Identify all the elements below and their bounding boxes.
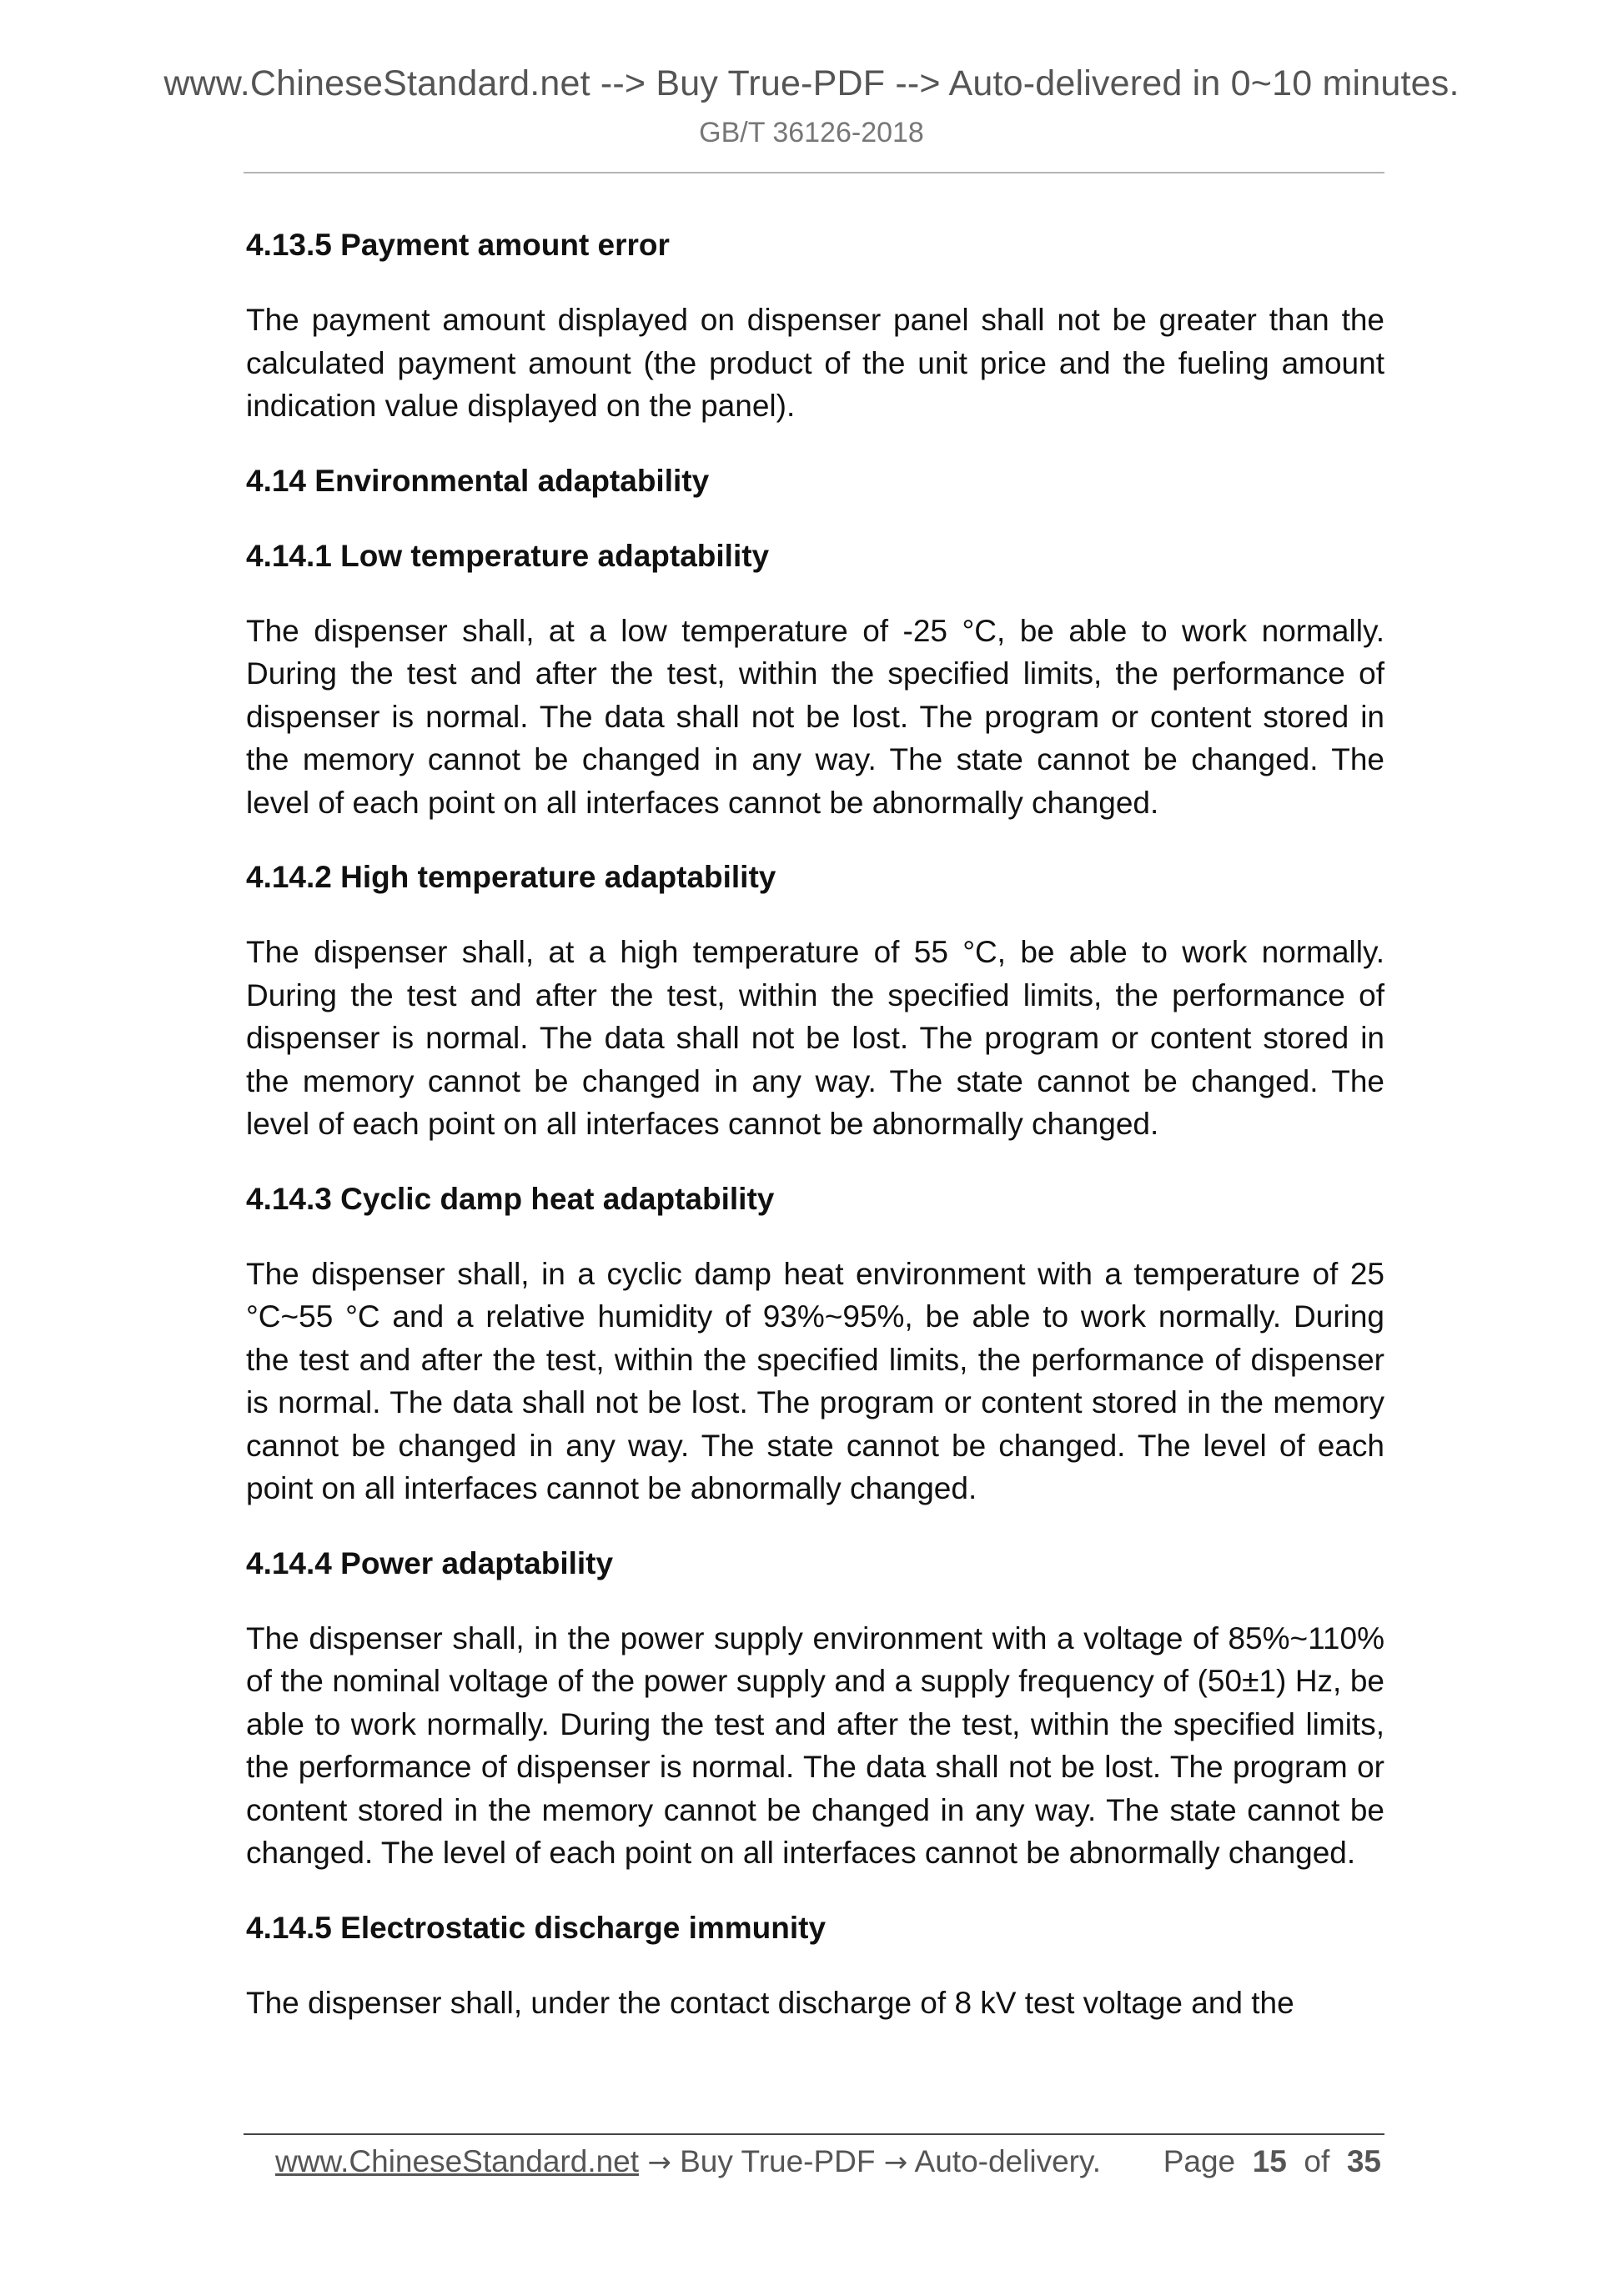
section-paragraph: The dispenser shall, in the power supply environment with a voltage of 85%~110% of the nominal voltage of the power supply and a supply frequency of (50±1) Hz, be able to work normally. During the test and after the test, within the specified limits, the performance of dispenser is normal. The data shall not be lost. The program or content stored in the memory cannot be changed in any way. The state cannot be changed. The level of each point on all interfaces cannot be abnormally changed. [246,1620,1384,1870]
standard-code: GB/T 36126-2018 [699,117,924,148]
section-heading: 4.14.5 Electrostatic discharge immunity [246,1910,827,1945]
section-heading: 4.14 Environmental adaptability [246,463,710,498]
section-heading: 4.14.4 Power adaptability [246,1545,614,1580]
page-counter [1163,2140,1381,2183]
total-pages-number: 35 [1346,2144,1381,2178]
of-label: of [1304,2144,1330,2178]
header-banner: www.ChineseStandard.net --> Buy True-PDF --> Auto-delivered in 0~10 minutes. [163,63,1460,103]
section-4-13-5 [246,224,1384,428]
page-label: Page [1163,2144,1236,2178]
section-4-14-4 [246,1542,1384,1875]
section-paragraph: The dispenser shall, at a high temperature of 55 °C, be able to work normally. During the test and after the test, within the specified limits, the performance of dispenser is normal. The data shall not be lost. The program or content stored in the memory cannot be changed in any way. The state cannot be changed. The level of each point on all interfaces cannot be abnormally changed. [246,935,1384,1141]
right-arrow-icon: → [883,2146,908,2179]
footer-promo [275,2140,1101,2184]
section-heading: 4.14.2 High temperature adaptability [246,860,776,894]
header-divider [244,172,1384,173]
document-body [246,224,1384,2056]
right-arrow-icon: → [647,2146,671,2179]
page-footer [275,2140,1381,2183]
section-paragraph: The payment amount displayed on dispenser panel shall not be greater than the calculated payment amount (the product of the unit price and the fueling amount indication value displayed on the panel). [246,303,1384,423]
current-page-number: 15 [1252,2144,1287,2178]
footer-delivery-text: Auto-delivery. [914,2144,1102,2178]
section-heading: 4.14.1 Low temperature adaptability [246,538,770,573]
footer-site-link[interactable]: www.ChineseStandard.net [275,2144,640,2178]
section-4-14-3 [246,1178,1384,1510]
section-4-14-5 [246,1907,1384,2025]
section-4-14-2 [246,856,1384,1146]
section-paragraph: The dispenser shall, at a low temperature of -25 °C, be able to work normally. During the test and after the test, within the specified limits, the performance of dispenser is normal. The data shall not be lost. The program or content stored in the memory cannot be changed in any way. The state cannot be changed. The level of each point on all interfaces cannot be abnormally changed. [246,613,1384,820]
footer-divider [244,2133,1384,2135]
section-paragraph: The dispenser shall, under the contact discharge of 8 kV test voltage and the [246,1985,1294,2020]
section-4-14-1 [246,535,1384,825]
section-4-14 [246,460,1384,503]
section-heading: 4.14.3 Cyclic damp heat adaptability [246,1181,775,1216]
footer-buy-text: Buy True-PDF [680,2144,876,2178]
section-heading: 4.13.5 Payment amount error [246,228,670,262]
section-paragraph: The dispenser shall, in a cyclic damp heat environment with a temperature of 25 °C~55 °C and a relative humidity of 93%~95%, be able to work normally. During the test and after the test, within the specified limits, the performance of dispenser is normal. The data shall not be lost. The program or content stored in the memory cannot be changed in any way. The state cannot be changed. The level of each point on all interfaces cannot be abnormally changed. [246,1256,1384,1505]
